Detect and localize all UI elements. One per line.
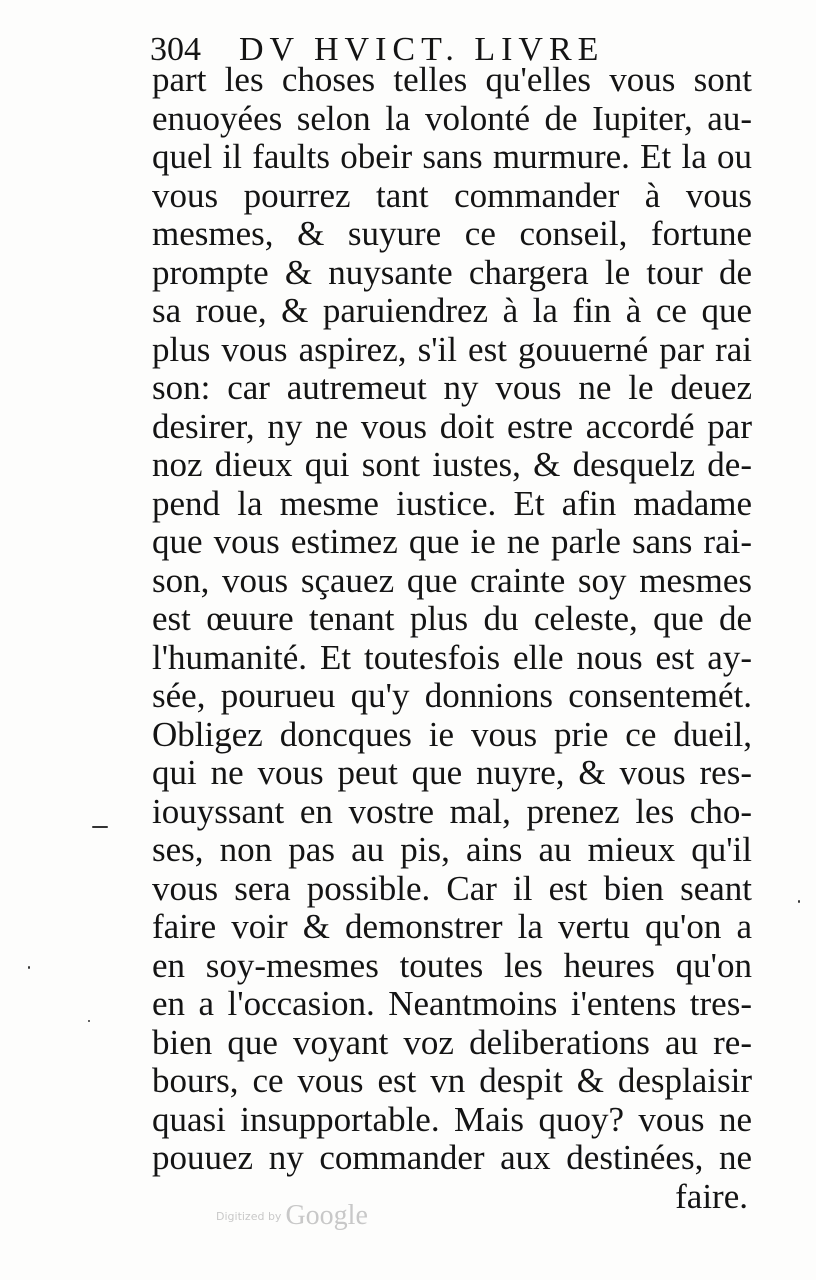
digitized-by-google-watermark [216, 1200, 416, 1240]
text-line: en soy-mesmes toutes les heures qu'on [152, 945, 752, 985]
text-line: quasi insupportable. Mais quoy? vous ne [152, 1099, 752, 1139]
text-line: ses, non pas au pis, ains au mieux qu'il [152, 830, 752, 869]
text-line: qui ne vous peut que nuyre, & vous res- [152, 753, 752, 792]
text-line: faire voir & demonstrer la vertu qu'on a [152, 907, 752, 946]
google-logo: Google [285, 1200, 368, 1231]
text-line: pend la mesme iustice. Et afin madame [152, 483, 752, 523]
text-line: part les choses telles qu'elles vous sont [152, 60, 752, 99]
text-line: bours, ce vous est vn despit & desplaisir [152, 1061, 752, 1100]
text-line: son: car autremeut ny vous ne le deuez [152, 368, 752, 407]
text-line: plus vous aspirez, s'il est gouuerné par rai [152, 329, 752, 369]
text-line: Obligez doncques ie vous prie ce dueil, [152, 714, 752, 754]
catchword-line: faire. [675, 1176, 748, 1216]
text-line: quel il faults obeir sans murmure. Et la ou [152, 137, 752, 176]
margin-speck [88, 1020, 90, 1022]
body-text [152, 61, 752, 1216]
text-line: prompte & nuysante chargera le tour de [152, 252, 752, 292]
text-line: bien que voyant voz deliberations au re- [152, 1022, 752, 1062]
text-line: vous sera possible. Car il est bien seant [152, 868, 752, 908]
text-line: est œuure tenant plus du celeste, que de [152, 599, 752, 638]
text-line: noz dieux qui sont iustes, & desquelz de- [152, 445, 752, 484]
text-line: en a l'occasion. Neantmoins i'entens tres- [152, 984, 752, 1023]
text-line: que vous estimez que ie ne parle sans rai- [152, 522, 752, 561]
text-line: pouuez ny commander aux destinées, ne [152, 1138, 752, 1177]
margin-dash [92, 826, 108, 828]
text-line: mesmes, & suyure ce conseil, fortune [152, 214, 752, 253]
watermark-prefix: Digitized by [216, 1209, 282, 1223]
page-number: 304 [150, 31, 201, 68]
text-line: l'humanité. Et toutesfois elle nous est ay- [152, 637, 752, 677]
running-title: DV HVICT. LIVRE [239, 31, 605, 68]
text-line: desirer, ny ne vous doit estre accordé par [152, 406, 752, 446]
text-line: enuoyées selon la volonté de Iupiter, au- [152, 98, 752, 138]
text-line: iouyssant en vostre mal, prenez les cho- [152, 791, 752, 831]
text-line: vous pourrez tant commander à vous [152, 175, 752, 215]
text-line: son, vous sçauez que crainte soy mesmes [152, 560, 752, 600]
margin-speck [28, 966, 30, 969]
margin-speck [798, 900, 800, 903]
text-line: sée, pourueu qu'y donnions consentemét. [152, 676, 752, 715]
text-line: sa roue, & paruiendrez à la fin à ce que [152, 291, 752, 330]
